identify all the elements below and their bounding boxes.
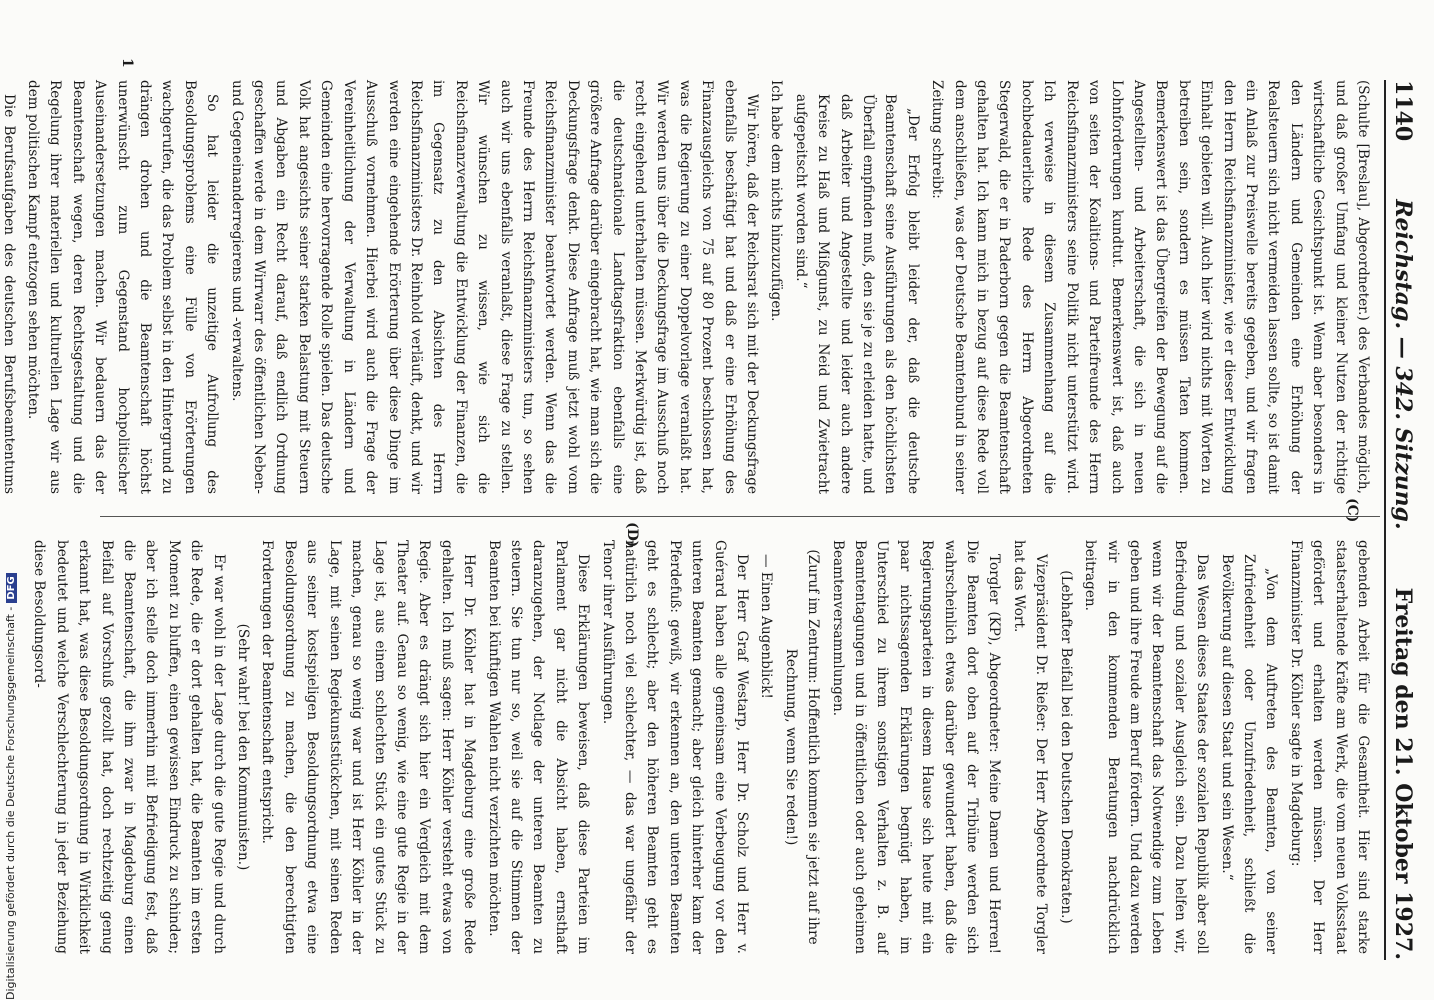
right-column-paragraph: — Einen Augenblick! <box>758 554 775 699</box>
page-title: Reichstag. — 342. Sitzung. <box>1390 199 1416 530</box>
page-header <box>1384 80 1420 960</box>
right-column-paragraph: gebenden Arbeit für die Gesamtheit. Hier sind starke staatserhaltende Kräfte am Werk, die vom neuen Volksstaat gefördert und erhalten werden müssen. Der Herr Finanzminister Dr. Köhler sagte in Magdeburg: <box>1287 540 1371 954</box>
left-column-paragraph: Ich habe dem nichts hinzuzufügen. <box>768 80 785 322</box>
margin-side-mark: 1 <box>119 58 135 68</box>
page-number: 1140 <box>1390 80 1416 142</box>
right-column-paragraph: Das Wesen dieses Staates der sozialen Republik aber soll Befriedung und sozialer Ausgleich sein. Dazu helfen wir, wenn wir der Beamtenschaft das Notwendige zum Leben geben und ihre Freude am Beruf fördern. Und dazu werden wir in den kommenden Beratungen nachdrücklich beitragen. <box>1082 540 1211 954</box>
digitization-footer <box>4 0 17 1000</box>
right-column-paragraph: (Sehr wahr! bei den Kommunisten.) <box>235 623 252 871</box>
left-column <box>0 80 1374 494</box>
left-column-paragraph: So hat leider die unzeitige Aufrollung des Besoldungsproblems eine Fülle von Erörterungen wachgerufen, die das Problem selbst in den Hintergrund zu drängen drohen und die Beamtenschaft höchst unerwünscht zum Gegenstand hochpolitischer Auseinandersetzungen machen. Wir bedauern das der Beamtenschaft wegen, deren Rechtsgestaltung und die Regelung ihrer materiellen und kulturellen Lage wir aus dem politischen Kampf entzogen sehen möchten. <box>25 80 221 494</box>
page-date: Freitag den 21. Oktober 1927. <box>1390 587 1416 960</box>
column-divider <box>100 516 1380 517</box>
right-column-paragraph: „Von dem Auftreten des Beamten, von seiner Zufriedenheit oder Unzufriedenheit, schließt die Bevölkerung auf diesen Staat und sein Wesen.“ <box>1218 554 1280 954</box>
footer-text: Digitalisierung gefördert durch die Deutsche Forschungsgemeinschaft - <box>4 606 17 1000</box>
margin-marker-c: (C) <box>1344 498 1360 523</box>
right-column-paragraph: Torgler (KP), Abgeordneter: Meine Damen und Herren! Die Beamten dort oben auf der Tribüne werden sich wahrscheinlich etwas darüber gewundert haben, daß die Regierungsparteien in diesem Hause sich heute mit ein paar nichtssagenden Erklärungen begnügt haben, im Unterschied zu ihrem sonstigen Verhalten z. B. auf Beamtentagungen und in öffentlichen oder auch geheimen Beamtenversammlungen. <box>829 540 1003 954</box>
right-column <box>31 540 1374 954</box>
left-column-paragraph: „Der Erfolg bleibt leider der, daß die deutsche Beamtenschaft seine Ausführungen als den höchlichsten Überfall empfinden muß, den sie je zu erleiden hatte, und daß Arbeiter und Angestellte und leider auch andere Kreise zu Haß und Mißgunst, zu Neid und Zwietracht aufgepeitscht worden sind.“ <box>792 94 921 494</box>
left-column-paragraph: (Schulte [Breslau], Abgeordneter.) des Verbandes möglich, und daß großer Umfang und kleiner Nutzen der richtige wirtschaftliche Gesichtspunkt ist. Wenn aber besonders in den Ländern und Gemeinden eine Erhöhung der Realsteuern sich nicht vermeiden lassen sollte, so ist damit ein Anlaß zur Preiswelle bereits gegeben, und wir fragen den Herrn Reichsfinanzminister, wie er dieser Entwicklung Einhalt gebieten will. Auch hier wird nichts mit Worten zu betreiben sein, sondern es müssen Taten kommen. Bemerkenswert ist das Übergreifen der Bewegung auf die Angestellten- und Arbeiterschaft, die sich in neuen Lohnforderungen kundtut. Bemerkenswert ist, daß auch von seiten der Koalitions- und Parteifreunde des Herrn Reichsfinanzministers seine Politik nicht unterstützt wird. Ich verweise in diesem Zusammenhang auf die hochbedauerliche Rede des Herrn Abgeordneten Stegerwald, die er in Paderborn gegen die Beamtenschaft gehalten hat. Ich kann mich in bezug auf diese Rede voll dem anschließen, was der Deutsche Beamtenbund in seiner Zeitung schreibt: <box>929 80 1371 494</box>
margin-marker-d: (D) <box>624 522 640 548</box>
left-column-paragraph: Die Berufsaufgaben des deutschen Berufsbeamtentums <box>0 94 17 494</box>
right-column-paragraph: Herr Dr. Köhler hat in Magdeburg eine große Rede gehalten. Ich muß sagen: Herr Köhler versteht etwas von Regie. Aber es drängt sich hier ein Vergleich mit dem Theater auf. Genau so wenig, wie eine gute Regie in der Lage ist, aus einem schlechten Stück ein gutes Stück zu machen, genau so wenig war und ist Herr Köhler in der Lage, mit seinen Regiekunststückchen, mit seinen Reden aus seiner kostspieligen Besoldungsordnung etwa eine Besoldungsordnung zu machen, die den berechtigten Forderungen der Beamtenschaft entspricht. <box>259 540 478 954</box>
right-column-paragraph: Der Herr Graf Westarp, Herr Dr. Scholz und Herr v. Guérard haben alle gemeinsam eine Verbeugung vor den unteren Beamten gemacht; aber gleich hinterher kam der Pferdefuß: gewiß, wir erkennen an, den unteren Beamten geht es schlecht; aber den höheren Beamten geht es natürlich noch viel schlechter, — das war ungefähr der Tenor ihrer Ausführungen. <box>599 540 751 954</box>
dfg-logo: DFG <box>6 573 17 602</box>
right-column-paragraph: Er war wohl in der Lage durch die gute Regie und durch die Rede, die er dort gehalten hat, die Beamten im ersten Moment zu bluffen, einen gewissen Eindruck zu schinden; aber ich stelle doch immerhin mit Befriedigung fest, daß die Beamtenschaft, die ihm zwar in Magdeburg einen Beifall auf Vorschuß gezollt hat, doch rechtzeitig genug erkannt hat, was diese Besoldungsordnung in Wirklichkeit bedeutet und welche Verschlechterung in jeder Beziehung diese Besoldungsord- <box>31 540 227 954</box>
right-column-paragraph: (Zuruf im Zentrum: Hoffentlich kommen sie jetzt auf ihre Rechnung, wenn Sie reden!) <box>782 549 822 945</box>
right-column-paragraph: Diese Erklärungen beweisen, daß diese Parteien im Parlament gar nicht die Absicht haben, ernsthaft daranzugehen, der Notlage der unteren Beamten zu steuern. Sie tun nur so, weil sie auf die Stimmen der Beamten bei künftigen Wahlen nicht verzichten möchten. <box>485 540 592 954</box>
right-column-paragraph: Vizepräsident Dr. Rießer: Der Herr Abgeordnete Torgler hat das Wort. <box>1010 540 1050 954</box>
right-column-paragraph: (Lebhafter Beifall bei den Deutschen Demokraten.) <box>1057 570 1074 924</box>
left-column-paragraph: Wir hören, daß der Reichsrat sich mit der Deckungsfrage ebenfalls beschäftigt hat und daß er eine Erhöhung des Finanzausgleichs von 75 auf 80 Prozent beschlossen hat, was die Regierung zu einer Doppelvorlage veranlaßt hat. Wir werden uns über die Deckungsfrage im Ausschuß noch recht eingehend unterhalten müssen. Merkwürdig ist, daß die deutschnationale Landtagsfraktion ebenfalls eine größere Anfrage darüber eingebracht hat, wie man sich die Deckungsfrage denkt. Diese Anfrage muß jetzt wohl vom Reichsfinanzminister beantwortet werden. Wenn das die Freunde des Herrn Reichsfinanzministers tun, so sehen auch wir uns ebenfalls veranlaßt, diese Frage zu stellen. Wir wünschen zu wissen, wie sich die Reichsfinanzverwaltung die Entwicklung der Finanzen, die im Gegensatz zu den Absichten des Herrn Reichsfinanzministers Dr. Reinhold verläuft, denkt, und wir werden eine eingehende Erörterung über diese Dinge im Ausschuß vornehmen. Hierbei wird auch die Frage der Vereinheitlichung der Verwaltung in Ländern und Gemeinden eine hervorragende Rolle spielen. Das deutsche Volk hat angesichts seiner starken Belastung mit Steuern und Abgaben ein Recht darauf, daß endlich Ordnung geschaffen werde in dem Wirrwarr des öffentlichen Neben- und Gegeneinanderregierens und -verwaltens. <box>228 80 761 494</box>
